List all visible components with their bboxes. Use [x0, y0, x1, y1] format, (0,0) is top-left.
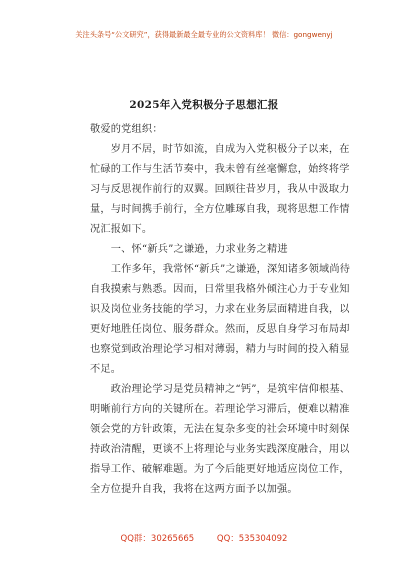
salutation: 敬爱的党组织： — [90, 124, 163, 135]
footer-qq: QQ：535304092 — [216, 534, 288, 544]
footer-contact — [0, 532, 408, 544]
header-promo-note: 关注头条号“公文研究”，获得最新最全最专业的公文资料库！ 微信：gongwenyj — [75, 30, 333, 39]
paragraph-theory: 政治理论学习是党员精神之“钙”，是筑牢信仰根基、明晰前行方向的关键所在。若理论学习滞后，便难以精准领会党的方针政策，无法在复杂多变的社会环境中时刻保持政治清醒，更谈不上将理论与业务实践深度融合，用以指导工作、破解难题。为了今后能更好地适应岗位工作，全方位提升自我，我将在这两方面予以加强。 — [90, 384, 351, 495]
footer-qq-group: QQ群：30265665 — [120, 534, 195, 544]
paragraph-work: 工作多年，我常怀“新兵”之谦逊，深知诸多领域尚待自我摸索与熟悉。因而，日常里我格外倾注心力于专业知识及岗位业务技能的学习，力求在业务层面精进自我，以更好地胜任岗位、服务群众。然而，反思自身学习布局却也察觉到政治理论学习相对薄弱，精力与时间的投入稍显不足。 — [90, 264, 351, 375]
section-heading-1: 一、怀“新兵”之谦逊，力求业务之精进 — [90, 244, 288, 255]
document-title: 2025年入党积极分子思想汇报 — [129, 99, 279, 111]
document-body — [90, 120, 352, 500]
paragraph-intro: 岁月不居，时节如流，自成为入党积极分子以来，在忙碌的工作与生活节奏中，我未曾有丝毫懈怠，始终将学习与反思视作前行的双翼。回顾往昔岁月，我从中汲取力量，与时间携手前行，全方位雕琢自我，现将思想工作情况汇报如下。 — [90, 144, 350, 235]
